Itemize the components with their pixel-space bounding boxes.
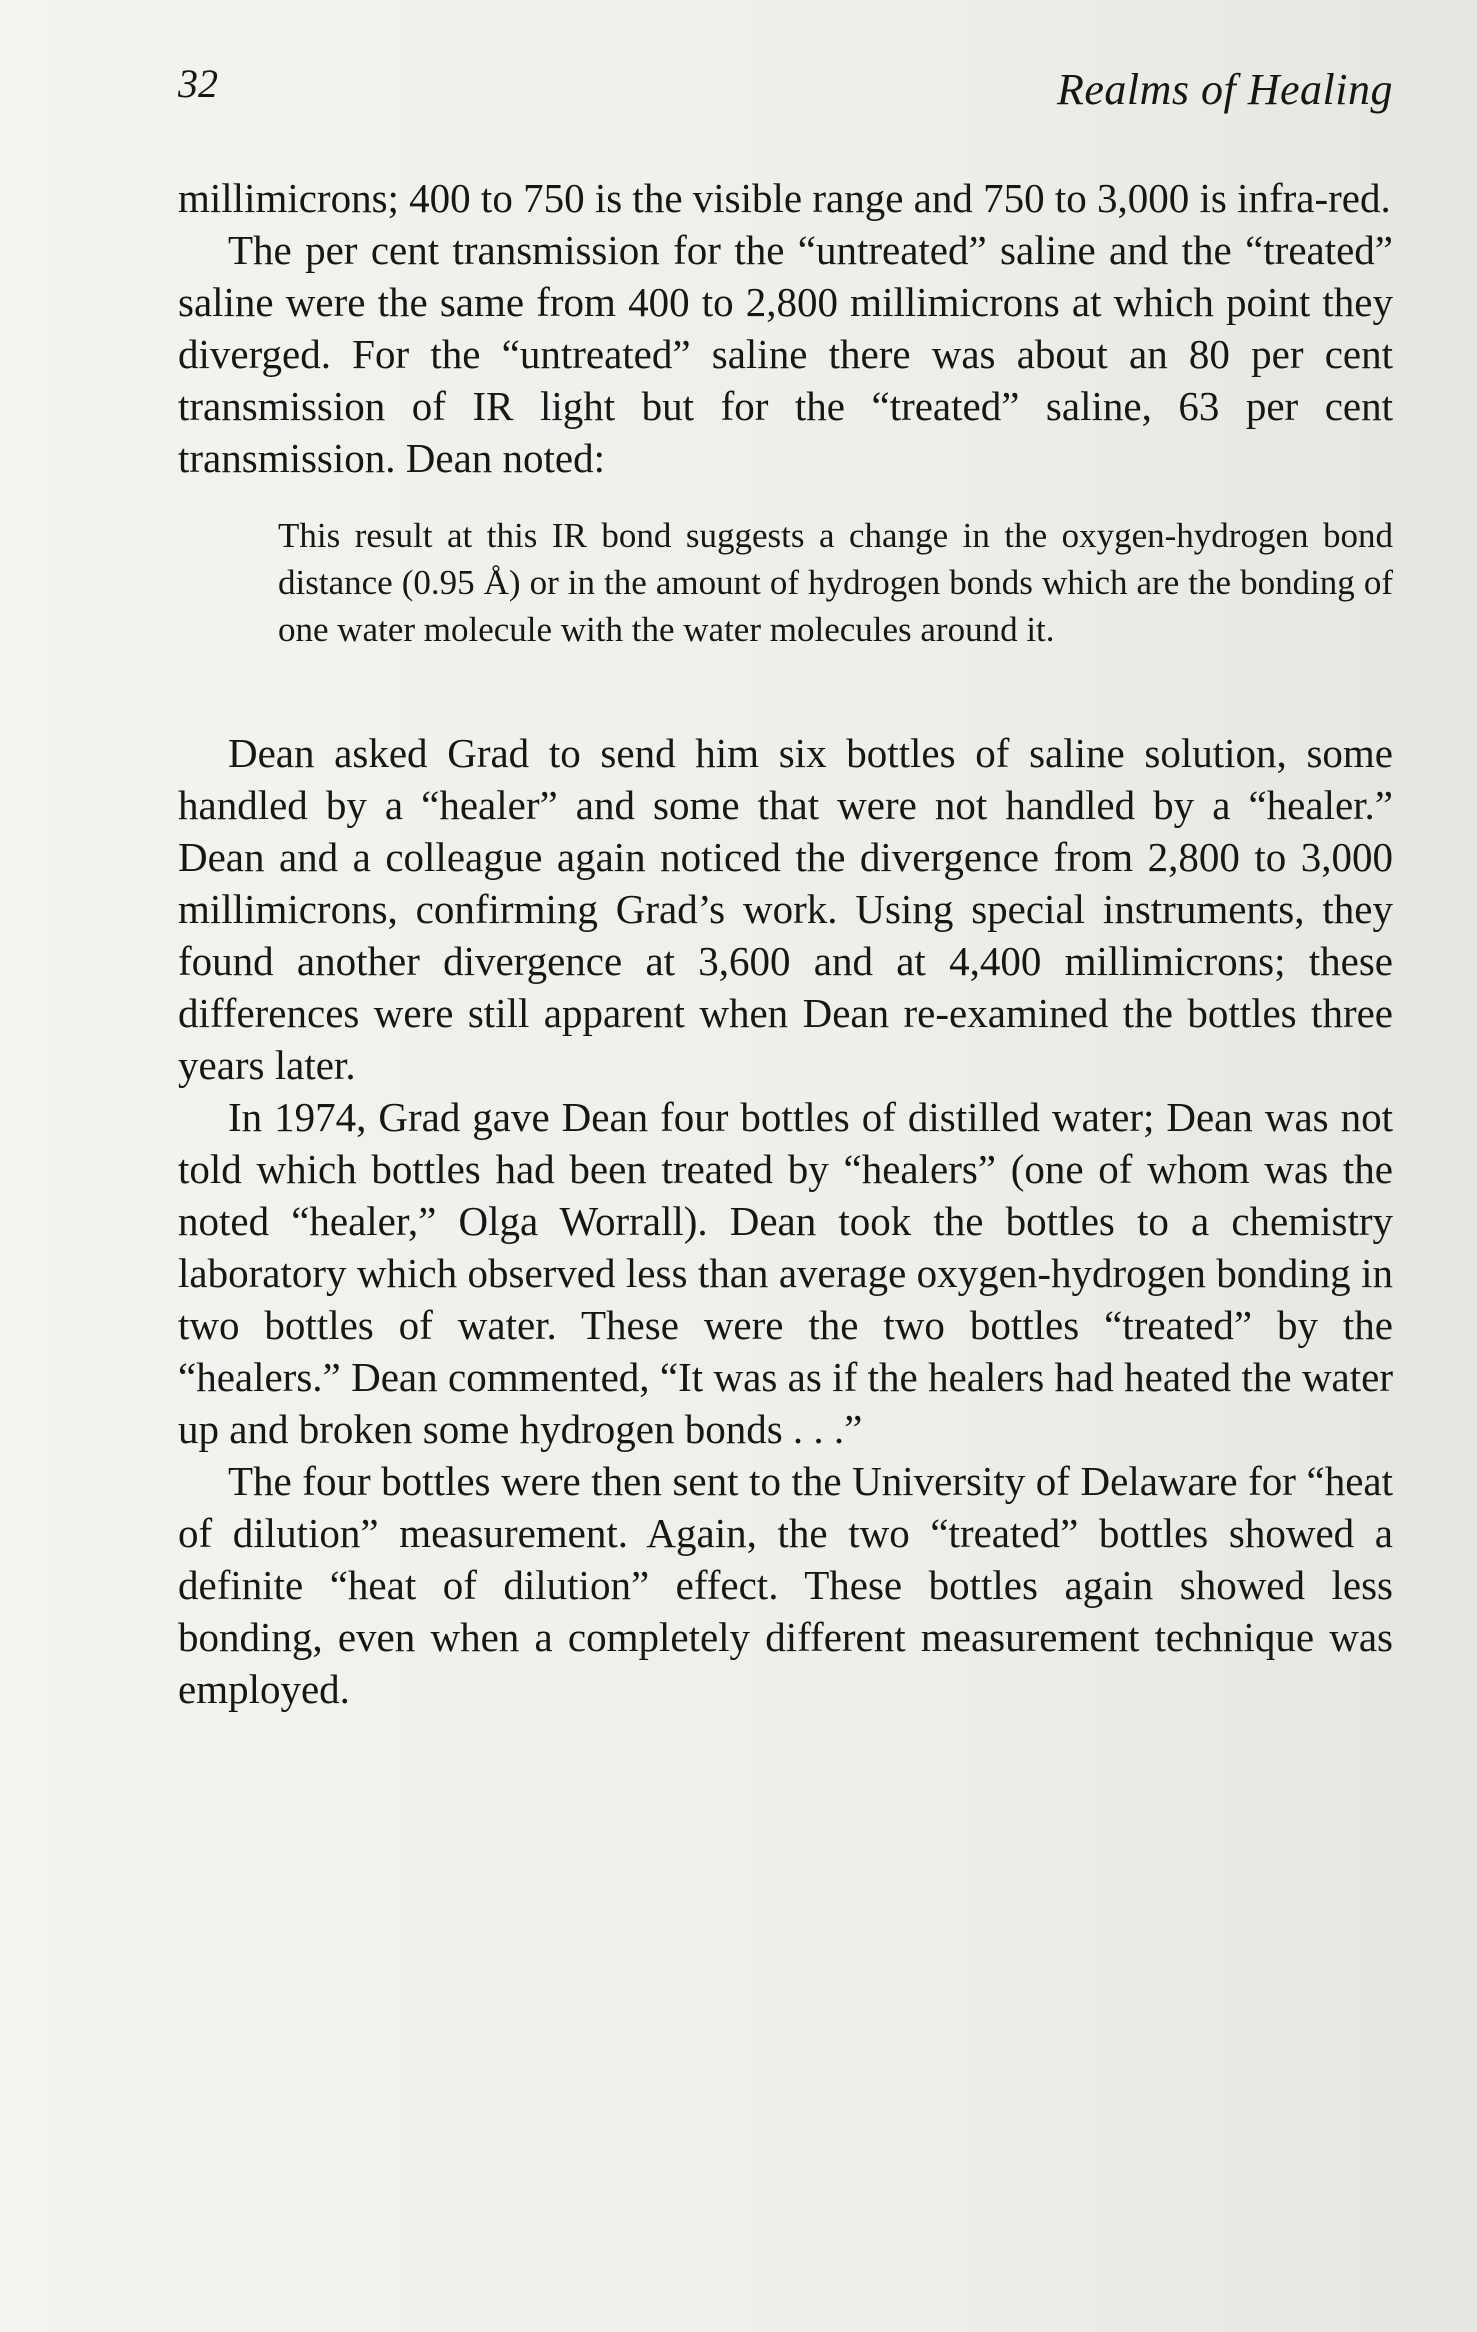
paragraph-heat-of-dilution: The four bottles were then sent to the University of Delaware for “heat of dilution” measurement. Again, the two “treated” bottles showed a definite “heat of dilution” effect. These bottles again showed less bonding, even when a completely different measurement technique was employed. — [178, 1458, 1393, 1712]
page-number: 32 — [178, 61, 218, 106]
running-header — [178, 58, 1393, 118]
book-title: Realms of Healing — [1056, 65, 1393, 114]
paragraph-transmission: The per cent transmission for the “untreated” saline and the “treated” saline were the same from 400 to 2,800 millimicrons at which point they diverged. For the “untreated” saline there was about an 80 per cent transmission of IR light but for the “treated” saline, 63 per cent transmission. Dean noted: — [178, 227, 1393, 481]
paragraph-distilled-water: In 1974, Grad gave Dean four bottles of distilled water; Dean was not told which bottles had been treated by “healers” (one of whom was the noted “healer,” Olga Worrall). Dean took the bottles to a chemistry laboratory which observed less than average oxygen-hydrogen bonding in two bottles of water. These were the two bottles “treated” by the “healers.” Dean commented, “It was as if the healers had heated the water up and broken some hydrogen bonds . . .” — [178, 1094, 1393, 1452]
paragraph-saline-bottles: Dean asked Grad to send him six bottles of saline solution, some handled by a “healer” and some that were not handled by a “healer.” Dean and a colleague again noticed the divergence from 2,800 to 3,000 millimicrons, confirming Grad’s work. Using special instruments, they found another divergence at 3,600 and at 4,400 millimicrons; these differences were still apparent when Dean re-examined the bottles three years later. — [178, 730, 1393, 1088]
paragraph-continued: millimicrons; 400 to 750 is the visible range and 750 to 3,000 is infra-red. — [178, 175, 1391, 221]
block-quote: This result at this IR bond suggests a change in the oxygen-hydrogen bond distance (0.95 Å) or in the amount of hydrogen bonds which are the bonding of one water molecule with the water molecules around it. — [278, 516, 1393, 649]
body-text — [178, 172, 1393, 1715]
